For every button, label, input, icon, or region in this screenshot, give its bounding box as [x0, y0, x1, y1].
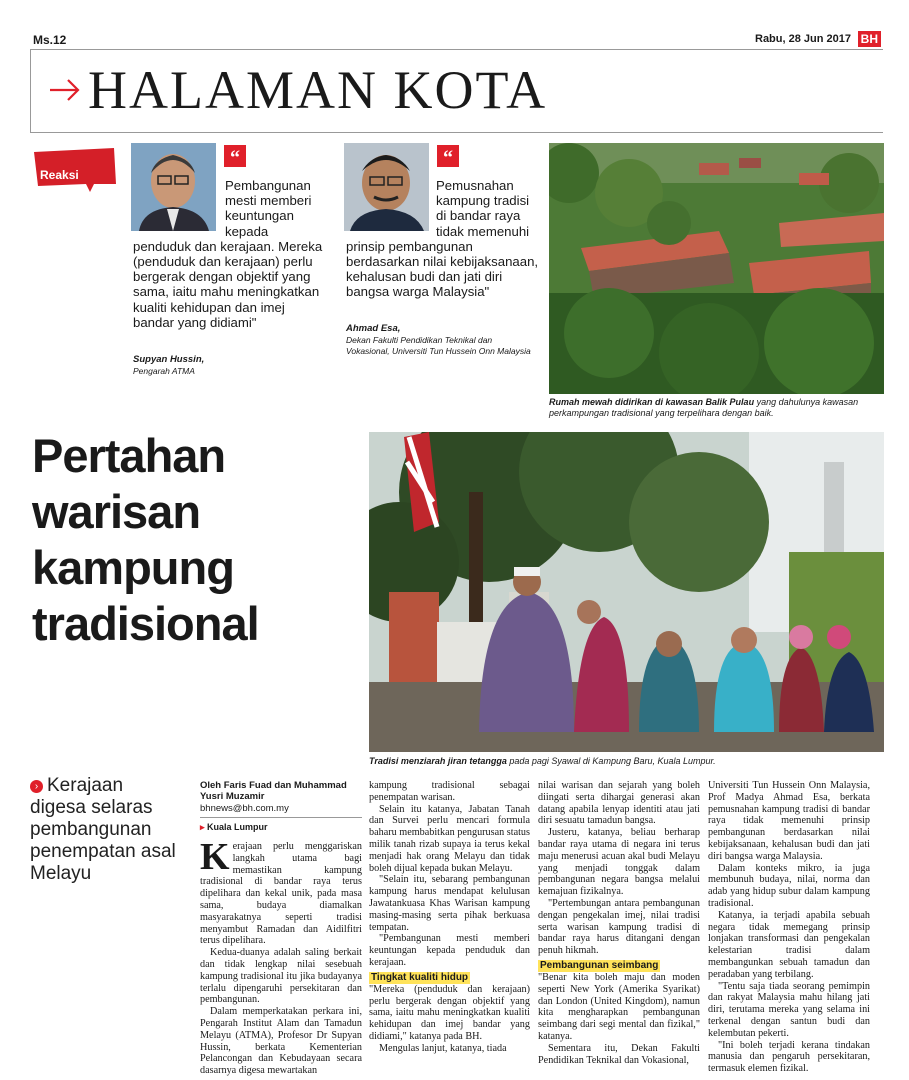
quote-2-text: Pemusnahan kampung tradisi di bandar raya tidak memenuhi prinsip pembangunan berdasarkan nilai kebijaksanaan, kehalusan budi dan jati diri bangsa warga Malaysia": [346, 178, 539, 300]
subhead-pembangunan-seimbang: Pembangunan seimbang: [540, 959, 659, 971]
quote-2-name: Ahmad Esa,: [346, 323, 401, 334]
col-3-p5: Sementara itu, Dekan Fakulti Pendidikan Teknikal dan Vokasional,: [538, 1042, 700, 1066]
caption-top-bold: Rumah mewah didirikan di kawasan Balik Pulau: [549, 397, 755, 407]
quote-1-text: Pembangunan mesti memberi keuntungan kepada penduduk dan kerajaan. Mereka (penduduk dan kerajaan) perlu bergerak dengan objektif yang sama, iaitu mahu meningkatkan kualiti kehidupan dan imej bandar yang didiami": [133, 178, 323, 330]
section-title: HALAMAN KOTA: [88, 60, 548, 120]
deck: [30, 775, 180, 885]
caption-top-rest: yang dahulunya kawasan perkampungan tradisional yang terpelihara dengan baik.: [549, 397, 859, 418]
subhead-tingkat-kualiti: Tingkat kualiti hidup: [371, 971, 469, 983]
col-3-p2: Justeru, katanya, beliau berharap bandar raya utama di negara ini terus maju menerusi acuan akal budi Melayu yang menjadi tonggak dalam pembangunan negara bangsa melalui kemajuan fizikalnya.: [538, 827, 700, 898]
dropcap: K: [200, 836, 230, 878]
masthead-rule: [30, 132, 883, 133]
col-2-p4: "Pembangunan mesti memberi keuntungan kepada penduduk dan kerajaan.: [369, 933, 530, 968]
article-col-3: [538, 780, 700, 1066]
deck-text: Kerajaan digesa selaras pembangunan penempatan asal Melayu: [30, 775, 176, 884]
issue-date: Rabu, 28 Jun 2017: [755, 33, 851, 45]
quote-icon: “: [437, 145, 459, 167]
byline-authors: Oleh Faris Fuad dan Muhammad Yusri Muzamir: [200, 780, 347, 802]
caption-main-photo: [369, 756, 884, 767]
quote-icon: “: [224, 145, 246, 167]
page-number: Ms.12: [33, 33, 67, 47]
col-1-body: [200, 836, 362, 1077]
headline: [32, 428, 259, 652]
quote-1-role: Pengarah ATMA: [133, 366, 195, 376]
reaksi-label: Reaksi: [40, 168, 79, 182]
article-col-2: [369, 780, 530, 1055]
quote-2-role: Dekan Fakulti Pendidikan Teknikal dan Vokasional, Universiti Tun Hussein Onn Malaysia: [346, 335, 531, 356]
col-4-p3: Katanya, ia terjadi apabila sebuah negara tidak memegang prinsip lonjakan transformasi dan pengekalan kelestarian tradisi dalam membangunkan sebuah tamadun dan peradaban yang terbilang.: [708, 909, 870, 980]
col-2-p5: "Mereka (penduduk dan kerajaan) perlu bergerak dengan objektif yang sama, iaitu mahu meningkatkan kualiti kehidupan dan imej bandar yang didiami," katanya pada BH.: [369, 983, 530, 1042]
caption-main-rest: pada pagi Syawal di Kampung Baru, Kuala Lumpur.: [506, 756, 716, 766]
headline-line-1: Pertahan: [32, 429, 226, 482]
location-arrow-icon: ▸: [200, 822, 208, 832]
col-4-p2: Dalam konteks mikro, ia juga membunuh budaya, nilai, norma dan adab yang hidup subur dalam kampung tradisional.: [708, 862, 870, 909]
col-2-p1: kampung tradisional sebagai penempatan warisan.: [369, 780, 530, 803]
col-1-p1: [200, 836, 362, 947]
col-4-p1: Universiti Tun Hussein Onn Malaysia, Prof Madya Ahmad Esa, berkata pemusnahan kampung tradisi di bandar raya tidak memenuhi prinsip pembangunan berdasarkan nilai kebijaksanaan, kehalusan budi dan jati diri bangsa warga Malaysia.: [708, 780, 870, 862]
col-2-p3: "Selain itu, sebarang pembangunan kampung harus mendapat kelulusan Jawatankuasa Khas Warisan kampung masing-masing serta pihak berkuasa tempatan.: [369, 874, 530, 933]
headline-line-3: kampung: [32, 541, 234, 594]
col-1-p2: Kedua-duanya adalah saling berkait dan tidak lengkap nilai sesebuah kampung tradisional itu jika budayanya terlalu dipengaruhi persekitaran dan pembangunan.: [200, 947, 362, 1006]
bh-logo: BH: [858, 31, 881, 47]
caption-top-photo: [549, 397, 884, 419]
headline-line-2: warisan: [32, 485, 201, 538]
byline-location-text: Kuala Lumpur: [207, 822, 268, 832]
caption-main-bold: Tradisi menziarah jiran tetangga: [369, 756, 507, 766]
col-4-p4: "Tentu saja tiada seorang pemimpin dan rakyat Malaysia mahu hilang jati diri, terutama mereka yang selama ini terkenal dengan santun budi dan kelembutan pekerti.: [708, 980, 870, 1039]
header-rule: [30, 49, 883, 50]
col-1-p3: Dalam memperkatakan perkara ini, Pengarah Institut Alam dan Tamadun Melayu (ATMA), Profesor Dr Supyan Hussin, berkata Kementerian Pelancongan dan Kebudayaan secara dasarnya digesa mewartakan: [200, 1006, 362, 1077]
masthead-vertical-rule: [30, 50, 31, 132]
col-3-p4: "Benar kita boleh maju dan moden seperti New York (Amerika Syarikat) dan London (United Kingdom), namun kita mengharapkan pembangunan seimbang dari segi mental dan fizikal," katanya.: [538, 971, 700, 1042]
article-col-1: [200, 780, 362, 1077]
photo-kampung-baru: [369, 432, 884, 752]
byline-location: [200, 822, 362, 833]
col-2-p2: Selain itu katanya, Jabatan Tanah dan Survei perlu mencari formula baharu membabitkan pengurusan status milik tanah rizab supaya ia terus kekal menjadi hak orang Melayu dan tidak boleh dijual kepada bukan Melayu.: [369, 803, 530, 874]
article-col-4: [708, 780, 870, 1075]
quote-1: [133, 178, 325, 330]
arrow-circle-icon: ›: [30, 780, 43, 793]
col-4-p5: "Ini boleh terjadi kerana tindakan manusia dan pengaruh persekitaran, termasuk elemen fizikal.: [708, 1039, 870, 1075]
arrow-right-icon: [48, 75, 82, 105]
headline-line-4: tradisional: [32, 597, 259, 650]
col-2-p6: Mengulas lanjut, katanya, tiada: [379, 1042, 507, 1054]
col-3-p1: nilai warisan dan sejarah yang boleh diingati serta dihargai generasi akan datang apabila lenyap identiti atau jati diri sesuatu tamadun bangsa.: [538, 780, 700, 827]
quote-1-name: Supyan Hussin,: [133, 354, 205, 365]
quote-2: [346, 178, 542, 300]
byline-email[interactable]: bhnews@bh.com.my: [200, 803, 289, 814]
photo-balik-pulau: [549, 143, 884, 394]
col-1-p1-text: erajaan perlu menggariskan langkah utama bagi memastikan kampung tradisional di bandar raya terus dipelihara dan kekal unik, pada masa sama, budaya diamalkan masyarakatnya seperti tradisi menyambut Ramadan dan Aidilfitri terus dipelihara.: [200, 841, 362, 947]
col-3-p3: "Pertembungan antara pembangunan dengan pengekalan imej, nilai tradisi serta warisan kampung tradisi di bandar raya harus ditangani dengan penuh hikmah.: [538, 897, 700, 957]
